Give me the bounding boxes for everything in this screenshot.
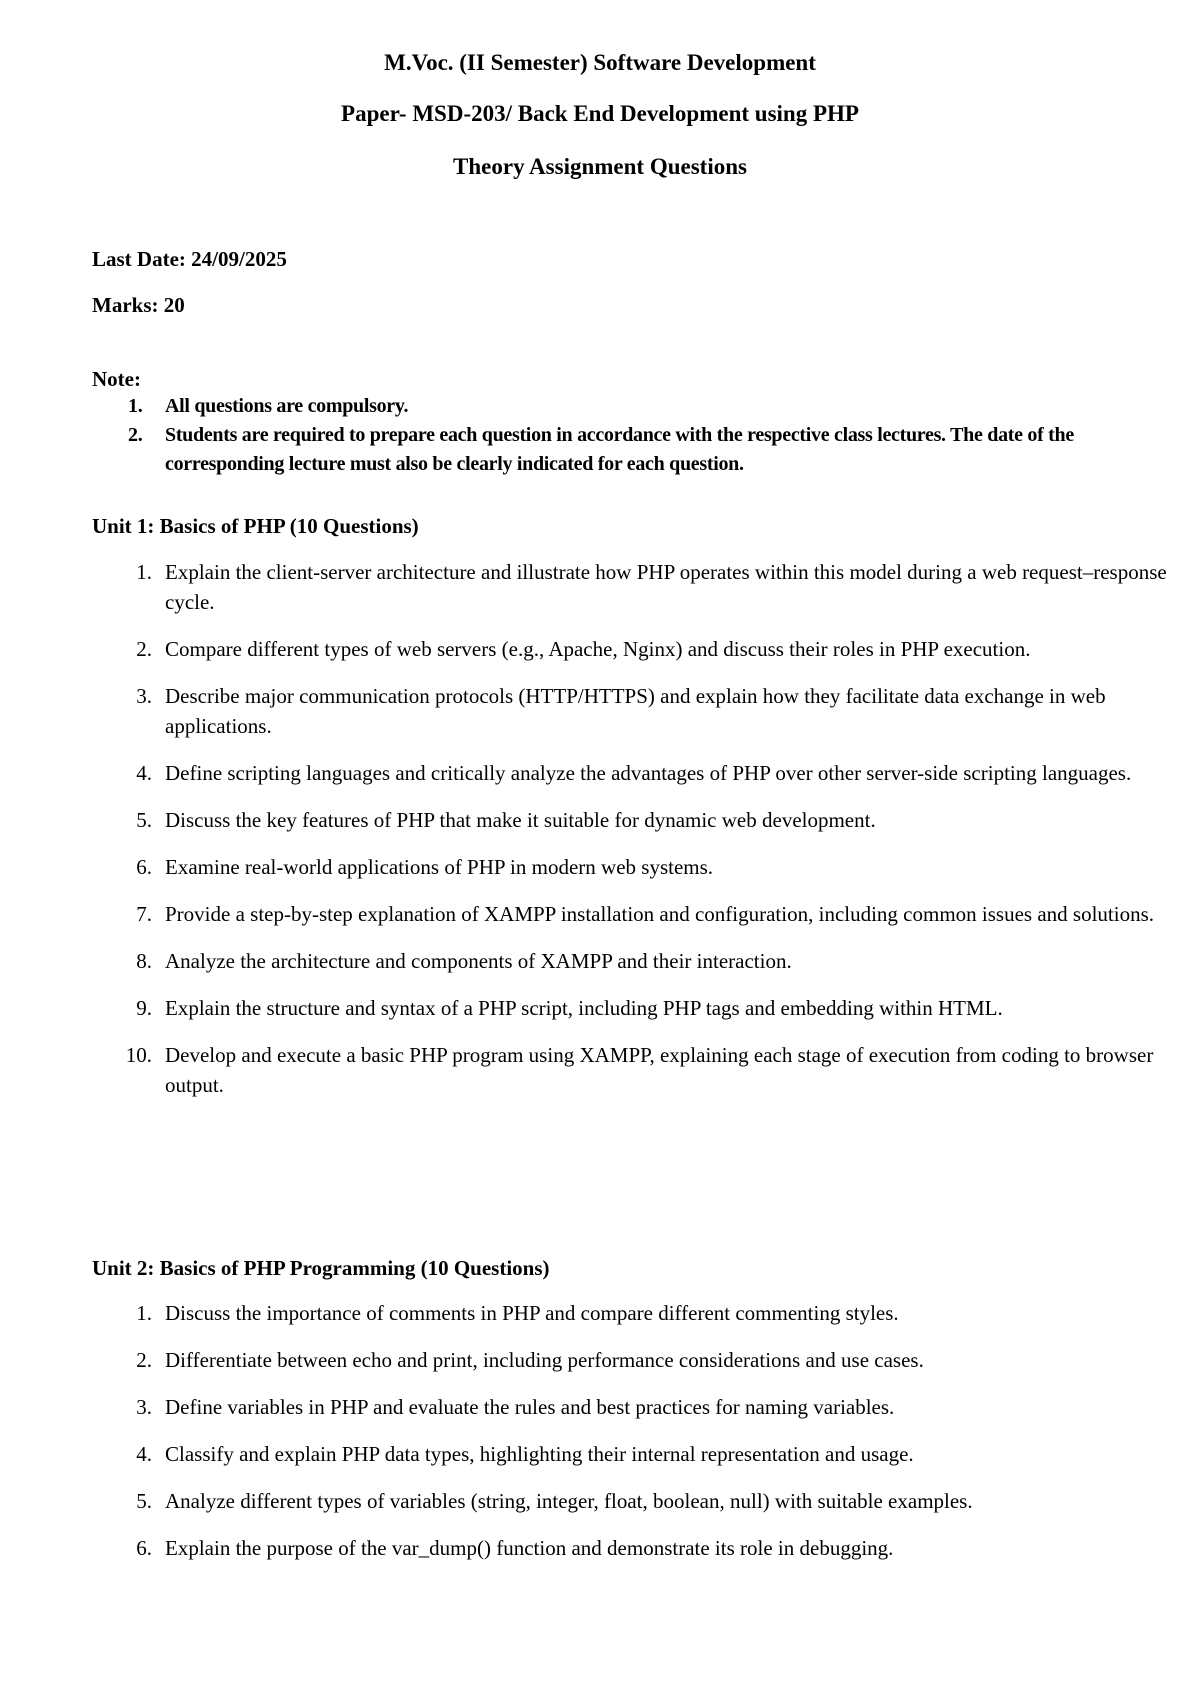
question-item bbox=[92, 946, 1167, 976]
note-list bbox=[92, 392, 1152, 479]
question-number: 2. bbox=[136, 1348, 152, 1372]
question-text: Classify and explain PHP data types, highlighting their internal representation and usage. bbox=[165, 1442, 914, 1466]
note-text: All questions are compulsory. bbox=[165, 395, 409, 417]
marks: Marks: 20 bbox=[92, 293, 185, 317]
question-text: Differentiate between echo and print, including performance considerations and use cases. bbox=[165, 1348, 924, 1372]
document-title: M.Voc. (II Semester) Software Development bbox=[384, 50, 816, 75]
question-number: 9. bbox=[136, 996, 152, 1020]
question-number: 4. bbox=[136, 1442, 152, 1466]
unit-2-questions bbox=[92, 1298, 1167, 1580]
question-text: Describe major communication protocols (HTTP/HTTPS) and explain how they facilitate data exchange in web applications. bbox=[165, 684, 1106, 738]
note-number: 2. bbox=[128, 424, 143, 446]
question-number: 1. bbox=[136, 560, 152, 584]
last-date: Last Date: 24/09/2025 bbox=[92, 247, 287, 271]
question-item bbox=[92, 1533, 1167, 1563]
question-text: Explain the client-server architecture and illustrate how PHP operates within this model during a web request–response cycle. bbox=[165, 560, 1167, 614]
question-text: Explain the structure and syntax of a PHP script, including PHP tags and embedding within HTML. bbox=[165, 996, 1003, 1020]
question-text: Compare different types of web servers (e.g., Apache, Nginx) and discuss their roles in PHP execution. bbox=[165, 637, 1031, 661]
question-text: Provide a step-by-step explanation of XAMPP installation and configuration, including common issues and solutions. bbox=[165, 902, 1155, 926]
note-label: Note: bbox=[92, 367, 141, 391]
unit-1-questions bbox=[92, 557, 1167, 1117]
question-text: Develop and execute a basic PHP program using XAMPP, explaining each stage of execution from coding to browser output. bbox=[165, 1043, 1154, 1097]
question-text: Analyze different types of variables (string, integer, float, boolean, null) with suitable examples. bbox=[165, 1489, 973, 1513]
question-item bbox=[92, 1040, 1167, 1100]
question-item bbox=[92, 1298, 1167, 1328]
question-number: 3. bbox=[136, 684, 152, 708]
question-item bbox=[92, 758, 1167, 788]
question-number: 4. bbox=[136, 761, 152, 785]
question-text: Examine real-world applications of PHP in modern web systems. bbox=[165, 855, 714, 879]
question-item bbox=[92, 993, 1167, 1023]
note-item bbox=[92, 392, 1152, 421]
question-text: Define scripting languages and critically analyze the advantages of PHP over other server-side scripting languages. bbox=[165, 761, 1132, 785]
question-item bbox=[92, 634, 1167, 664]
question-number: 8. bbox=[136, 949, 152, 973]
unit-1-title: Unit 1: Basics of PHP (10 Questions) bbox=[92, 514, 419, 538]
question-number: 3. bbox=[136, 1395, 152, 1419]
question-item bbox=[92, 557, 1167, 617]
question-text: Discuss the key features of PHP that make it suitable for dynamic web development. bbox=[165, 808, 876, 832]
question-item bbox=[92, 1345, 1167, 1375]
question-item bbox=[92, 852, 1167, 882]
question-text: Analyze the architecture and components of XAMPP and their interaction. bbox=[165, 949, 792, 973]
paper-title: Paper- MSD-203/ Back End Development using PHP bbox=[341, 101, 859, 126]
question-item bbox=[92, 681, 1167, 741]
question-item bbox=[92, 899, 1167, 929]
question-item bbox=[92, 1392, 1167, 1422]
unit-2-title: Unit 2: Basics of PHP Programming (10 Questions) bbox=[92, 1256, 550, 1280]
question-number: 7. bbox=[136, 902, 152, 926]
note-number: 1. bbox=[128, 395, 143, 417]
question-number: 10. bbox=[125, 1043, 152, 1067]
question-text: Explain the purpose of the var_dump() function and demonstrate its role in debugging. bbox=[165, 1536, 894, 1560]
question-text: Discuss the importance of comments in PHP and compare different commenting styles. bbox=[165, 1301, 899, 1325]
question-text: Define variables in PHP and evaluate the rules and best practices for naming variables. bbox=[165, 1395, 895, 1419]
question-number: 2. bbox=[136, 637, 152, 661]
question-item bbox=[92, 1486, 1167, 1516]
note-text: Students are required to prepare each question in accordance with the respective class lectures. The date of the corresponding lecture must also be clearly indicated for each question. bbox=[165, 424, 1074, 475]
question-number: 5. bbox=[136, 808, 152, 832]
assignment-subtitle: Theory Assignment Questions bbox=[453, 154, 747, 179]
question-number: 6. bbox=[136, 1536, 152, 1560]
question-number: 1. bbox=[136, 1301, 152, 1325]
note-item bbox=[92, 421, 1152, 479]
question-item bbox=[92, 1439, 1167, 1469]
question-number: 6. bbox=[136, 855, 152, 879]
question-item bbox=[92, 805, 1167, 835]
question-number: 5. bbox=[136, 1489, 152, 1513]
